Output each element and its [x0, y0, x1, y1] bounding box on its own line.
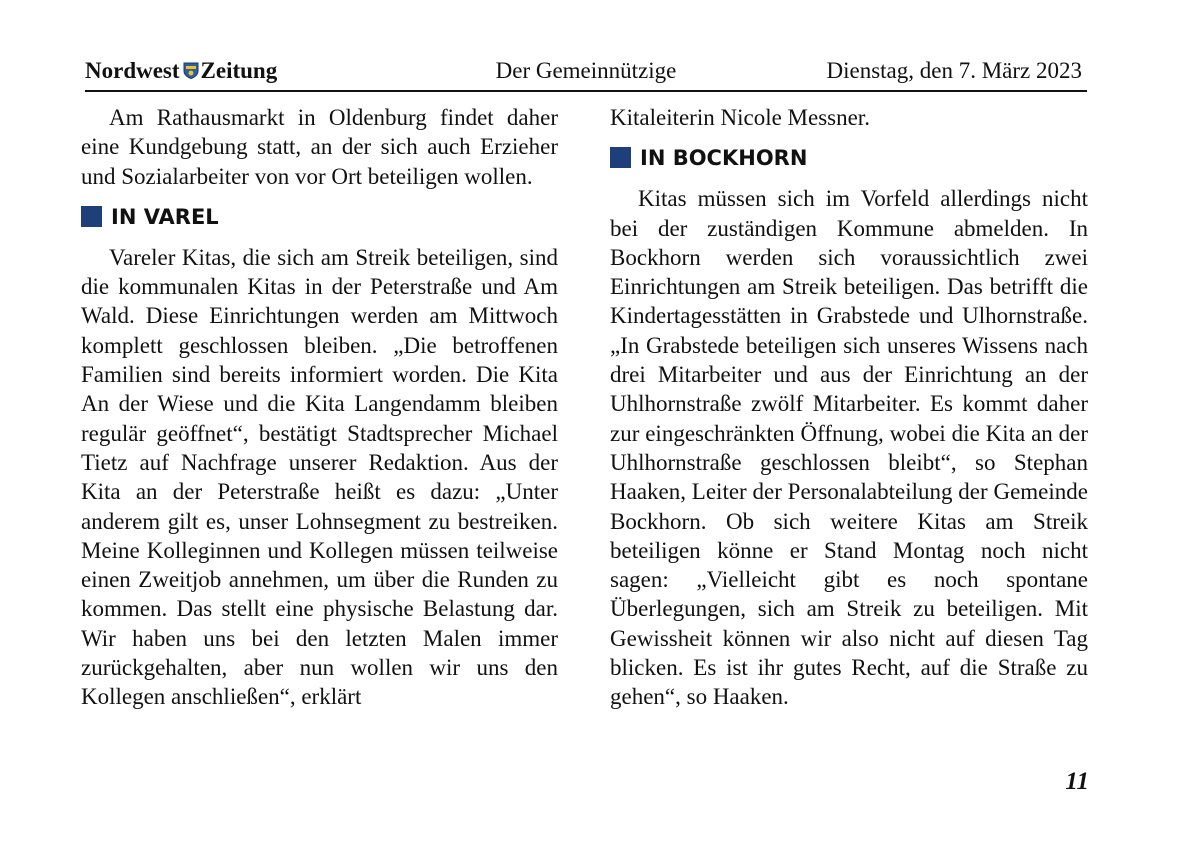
article-column-left — [81, 103, 558, 712]
section-heading-varel — [81, 203, 558, 232]
section-title: Der Gemeinnützige — [495, 58, 677, 83]
heading-square-icon — [81, 206, 102, 227]
page-header — [85, 56, 1087, 92]
heading-text: IN BOCKHORN — [640, 146, 808, 171]
article-paragraph: Kitas müssen sich im Vorfeld allerdings nicht bei der zuständigen Kommune abmelden. In Bockhorn werden sich voraussichtlich zwei Einrichtungen am Streik beteiligen. Das betrifft die Kindertagesstätten in Grabstede und Ulhornstraße. „In Grabstede beteiligen sich unseres Wissens nach drei Mitarbeiter und aus der Einrichtung an der Uhlhornstraße zwölf Mitarbeiter. Es kommt daher zur eingeschränkten Öffnung, wobei die Kita an der Uhlhornstraße geschlossen bleibt“, so Stephan Haaken, Leiter der Personalabteilung der Gemeinde Bockhorn. Ob sich weitere Kitas am Streik beteiligen könne er Stand Montag noch nicht sagen: „Vielleicht gibt es noch spontane Überlegungen, sich am Streik zu beteiligen. Mit Gewissheit können wir also nicht auf diesen Tag blicken. Es ist ihr gutes Recht, auf die Straße zu gehen“, so Haaken. — [610, 186, 1088, 710]
brand-name-part-1: Nordwest — [85, 58, 180, 83]
section-heading-bockhorn — [610, 144, 1088, 173]
issue-date: Dienstag, den 7. März 2023 — [826, 58, 1082, 83]
article-paragraph: Am Rathausmarkt in Oldenburg findet daher eine Kundgebung statt, an der sich auch Erzieher und Sozialarbeiter von vor Ort beteiligen wollen. — [81, 105, 558, 189]
article-paragraph: Vareler Kitas, die sich am Streik beteiligen, sind die kommunalen Kitas in der Peterstraße und Am Wald. Diese Einrichtungen werden am Mittwoch komplett geschlossen bleiben. „Die betroffenen Familien sind bereits informiert worden. Die Kita An der Wiese und die Kita Langendamm bleiben regulär geöffnet“, bestätigt Stadtsprecher Michael Tietz auf Nachfrage unserer Redaktion. Aus der Kita an der Peterstraße heißt es dazu: „Unter anderem gilt es, unser Lohnsegment zu bestreiken. Meine Kolleginnen und Kollegen müssen teilweise einen Zweitjob annehmen, um über die Runden zu kommen. Das stellt eine physische Belastung dar. Wir haben uns bei den letzten Malen immer zurückgehalten, aber nun wollen wir uns den Kollegen anschließen“, erklärt — [81, 244, 558, 710]
article-paragraph: Kitaleiterin Nicole Messner. — [610, 105, 870, 130]
page-number: 11 — [1065, 768, 1089, 795]
article-column-right — [610, 103, 1088, 712]
brand-name-part-2: Zeitung — [200, 58, 278, 83]
heading-text: IN VAREL — [111, 204, 219, 229]
heading-square-icon — [610, 147, 631, 168]
